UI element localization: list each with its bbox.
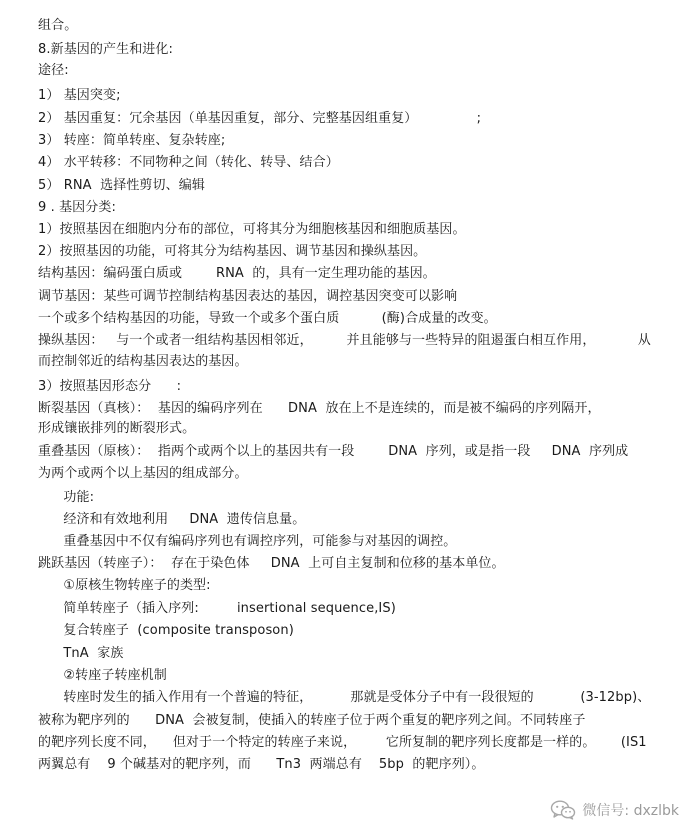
text-line: 8.新基因的产生和进化: bbox=[38, 42, 173, 57]
text-line: 4） 水平转移：不同物种之间（转化、转导、结合） bbox=[38, 155, 339, 170]
text-line: ②转座子转座机制 bbox=[38, 668, 167, 683]
text-line: 操纵基因： 与一个或者一组结构基因相邻近， 并且能够与一些特异的阻遏蛋白相互作用， 从 bbox=[38, 333, 651, 348]
text-line: 简单转座子（插入序列: insertional sequence,IS) bbox=[38, 601, 396, 616]
text-line: TnA 家族 bbox=[38, 646, 124, 661]
text-line: 被称为靶序列的 DNA 会被复制，使插入的转座子位于两个重复的靶序列之间。不同转座子 bbox=[38, 713, 586, 728]
text-line: 一个或多个结构基因的功能，导致一个或多个蛋白质 (酶)合成量的改变。 bbox=[38, 311, 497, 326]
text-line: 重叠基因（原核）： 指两个或两个以上的基因共有一段 DNA 序列，或是指一段 DNA 序列成 bbox=[38, 444, 629, 459]
text-line: 途径: bbox=[38, 63, 69, 78]
text-line: 5） RNA 选择性剪切、编辑 bbox=[38, 178, 205, 193]
text-line: 3）按照基因形态分 : bbox=[38, 379, 182, 394]
text-line: 1） 基因突变; bbox=[38, 88, 121, 103]
text-line: 的靶序列长度不同， 但对于一个特定的转座子来说， 它所复制的靶序列长度都是一样的。 (IS1 bbox=[38, 735, 647, 750]
text-line: 2） 基因重复：冗余基因（单基因重复，部分、完整基因组重复） ; bbox=[38, 111, 482, 126]
text-line: 跳跃基因（转座子）： 存在于染色体 DNA 上可自主复制和位移的基本单位。 bbox=[38, 556, 505, 571]
text-line: 3） 转座：简单转座、复杂转座; bbox=[38, 133, 226, 148]
text-line: ①原核生物转座子的类型: bbox=[38, 578, 211, 593]
text-line: 经济和有效地利用 DNA 遗传信息量。 bbox=[38, 512, 306, 527]
text-line: 调节基因：某些可调节控制结构基因表达的基因，调控基因突变可以影响 bbox=[38, 289, 458, 304]
wechat-icon bbox=[550, 800, 576, 820]
text-line: 复合转座子 (composite transposon) bbox=[38, 623, 294, 638]
wechat-watermark bbox=[550, 800, 679, 820]
text-line: 断裂基因（真核）： 基因的编码序列在 DNA 放在上不是连续的，而是被不编码的序列隔开， bbox=[38, 401, 601, 416]
text-line: 结构基因：编码蛋白质或 RNA 的，具有一定生理功能的基因。 bbox=[38, 266, 436, 281]
text-line: 而控制邻近的结构基因表达的基因。 bbox=[38, 354, 248, 369]
text-line: 两翼总有 9 个碱基对的靶序列，而 Tn3 两端总有 5bp 的靶序列）。 bbox=[38, 757, 485, 772]
text-line: 形成镶嵌排列的断裂形式。 bbox=[38, 421, 196, 436]
text-line: 9 . 基因分类: bbox=[38, 200, 116, 215]
text-line: 功能: bbox=[38, 490, 95, 505]
text-line: 1）按照基因在细胞内分布的部位，可将其分为细胞核基因和细胞质基因。 bbox=[38, 222, 466, 237]
text-line: 转座时发生的插入作用有一个普遍的特征， 那就是受体分子中有一段很短的 (3-12bp)、 bbox=[38, 690, 651, 705]
text-line: 组合。 bbox=[38, 18, 78, 33]
text-line: 重叠基因中不仅有编码序列也有调控序列，可能参与对基因的调控。 bbox=[38, 534, 457, 549]
text-line: 2）按照基因的功能，可将其分为结构基因、调节基因和操纵基因。 bbox=[38, 244, 427, 259]
watermark-text: 微信号: dxzlbk bbox=[582, 803, 679, 819]
text-line: 为两个或两个以上基因的组成部分。 bbox=[38, 466, 248, 481]
